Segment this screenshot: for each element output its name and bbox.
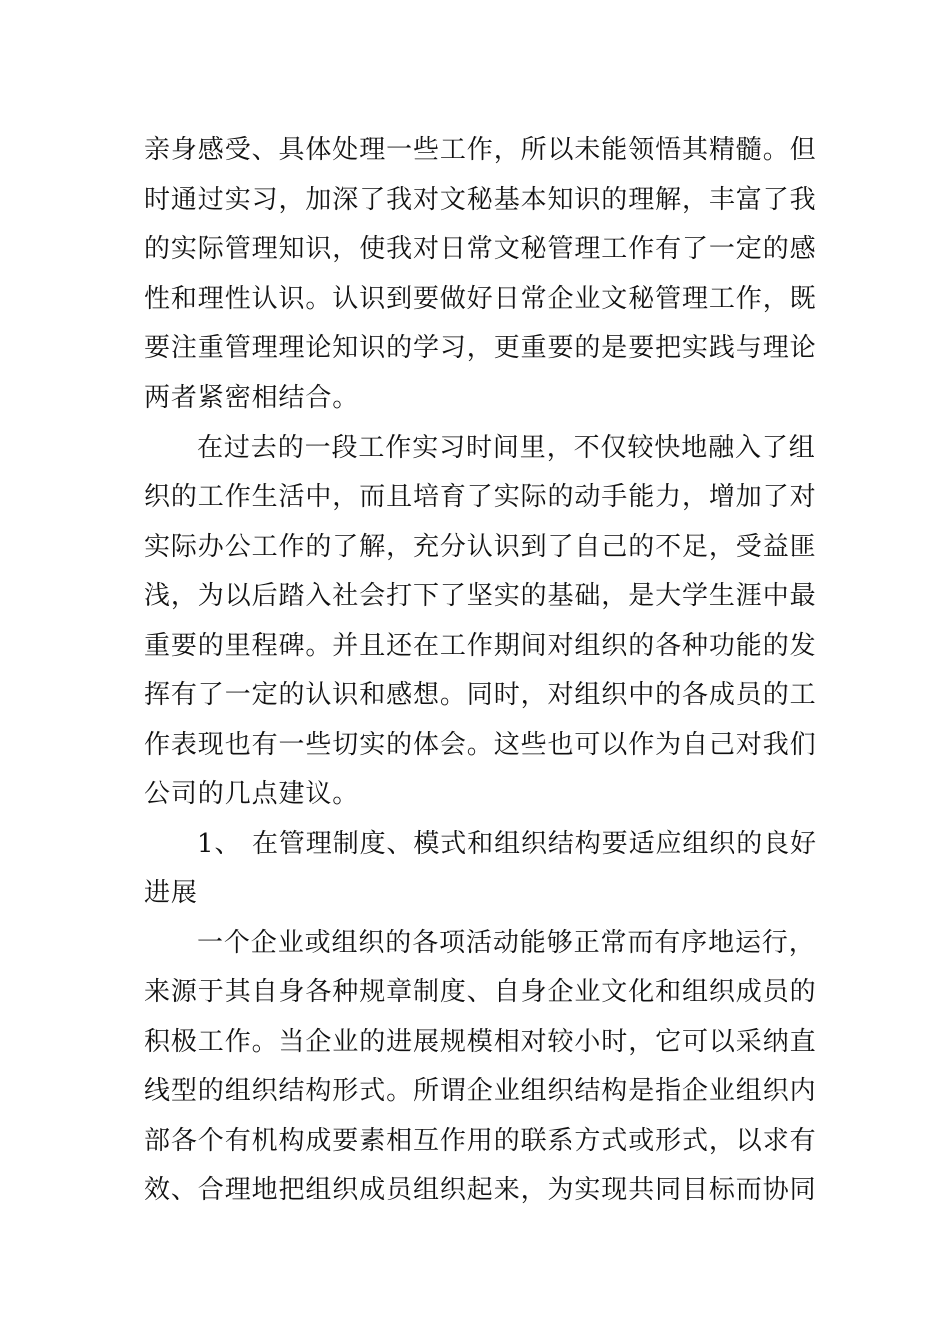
text-line: 积极工作。当企业的进展规模相对较小时，它可以采纳直: [144, 1027, 817, 1057]
text-line: 重要的里程碑。并且还在工作期间对组织的各种功能的发: [144, 631, 817, 661]
text-line: 亲身感受、具体处理一些工作，所以未能领悟其精髓。但: [144, 135, 817, 165]
text-line: 部各个有机构成要素相互作用的联系方式或形式，以求有: [144, 1126, 817, 1156]
list-item-heading: 在管理制度、模式和组织结构要适应组织的良好: [252, 829, 817, 859]
paragraph-first-line: 一个企业或组织的各项活动能够正常而有序地运行，: [197, 928, 816, 958]
text-line: 作表现也有一些切实的体会。这些也可以作为自己对我们: [144, 730, 817, 760]
text-line: 效、合理地把组织成员组织起来，为实现共同目标而协同: [144, 1175, 817, 1205]
text-line: 线型的组织结构形式。所谓企业组织结构是指企业组织内: [144, 1076, 817, 1106]
text-line: 进展: [144, 878, 198, 908]
text-line: 性和理性认识。认识到要做好日常企业文秘管理工作，既: [144, 284, 817, 314]
text-line: 的实际管理知识，使我对日常文秘管理工作有了一定的感: [144, 234, 817, 264]
text-line: 公司的几点建议。: [144, 779, 360, 809]
text-line: 时通过实习，加深了我对文秘基本知识的理解，丰富了我: [144, 185, 817, 215]
text-line: 来源于其自身各种规章制度、自身企业文化和组织成员的: [144, 977, 817, 1007]
text-line: 挥有了一定的认识和感想。同时，对组织中的各成员的工: [144, 680, 817, 710]
paragraph-first-line: 在过去的一段工作实习时间里，不仅较快地融入了组: [197, 433, 816, 463]
text-line: 织的工作生活中，而且培育了实际的动手能力，增加了对: [144, 482, 817, 512]
text-line: 要注重管理理论知识的学习，更重要的是要把实践与理论: [144, 333, 817, 363]
text-line: 浅，为以后踏入社会打下了坚实的基础，是大学生涯中最: [144, 581, 817, 611]
text-line: 两者紧密相结合。: [144, 383, 360, 413]
text-line: 实际办公工作的了解，充分认识到了自己的不足，受益匪: [144, 532, 817, 562]
list-item-number: 1、: [197, 829, 242, 859]
